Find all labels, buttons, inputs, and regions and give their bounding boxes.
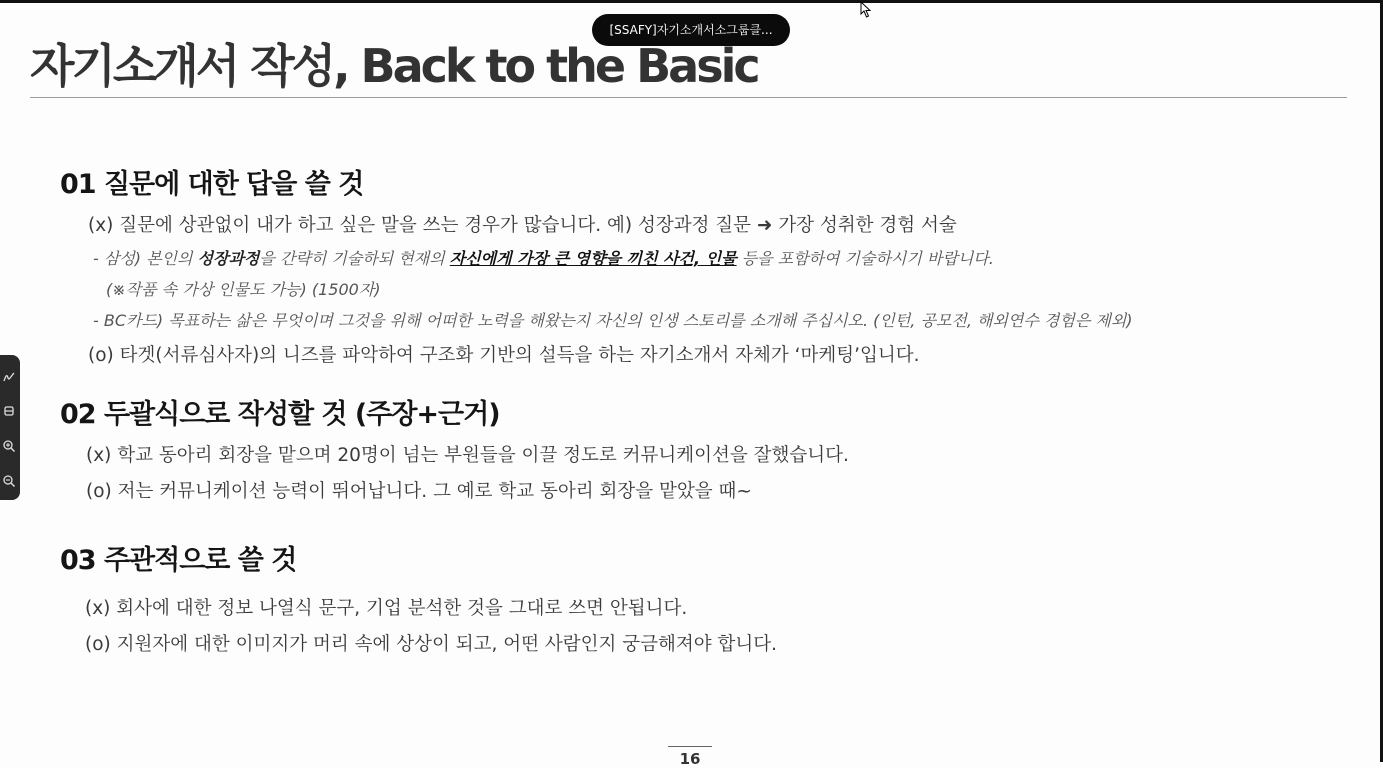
section-01-bad-example: (x) 질문에 상관없이 내가 하고 싶은 말을 쓰는 경우가 많습니다. 예) 성장과정 질문 ➜ 가장 성취한 경험 서술 xyxy=(88,215,957,236)
section-02-bad-example: (x) 학교 동아리 회장을 맡으며 20명이 넘는 부원들을 이끌 정도로 커뮤니케이션을 잘했습니다. xyxy=(86,445,849,466)
eraser-icon[interactable] xyxy=(2,404,16,418)
bc-card-question: - BC카드) 목표하는 삶은 무엇이며 그것을 위해 어떠한 노력을 해왔는지 자신의 인생 스토리를 소개해 주십시오. (인턴, 공모전, 해외연수 경험은 제외) xyxy=(93,311,1133,330)
window-top-border xyxy=(0,0,1383,3)
samsung-question-suffix: 등을 포함하여 기술하시기 바랍니다. xyxy=(736,249,994,268)
page-number: 16 xyxy=(679,750,701,768)
zoom-out-icon[interactable] xyxy=(2,474,16,488)
samsung-question-underline: 자신에게 가장 큰 영향을 끼친 사건, 인물 xyxy=(449,249,737,268)
section-03-bad-example: (x) 회사에 대한 정보 나열식 문구, 기업 분석한 것을 그대로 쓰면 안됩니다. xyxy=(85,598,688,619)
annotation-toolbar xyxy=(0,355,20,500)
title-divider xyxy=(30,97,1347,98)
section-01-good-example: (o) 타겟(서류심사자)의 니즈를 파악하여 구조화 기반의 설득을 하는 자기소개서 자체가 ‘마케팅’입니다. xyxy=(88,345,920,366)
section-heading-02: 02 두괄식으로 작성할 것 (주장+근거) xyxy=(60,399,500,430)
samsung-question-note: (※작품 속 가상 인물도 가능) (1500자) xyxy=(106,280,381,299)
shared-window-tab[interactable]: [SSAFY]자기소개서소그룹클... xyxy=(592,14,790,46)
samsung-question xyxy=(93,246,994,269)
section-heading-01: 01 질문에 대한 답을 쓸 것 xyxy=(60,169,364,200)
samsung-question-prefix: - 삼성) 본인의 xyxy=(93,249,198,268)
mouse-cursor-icon xyxy=(860,1,874,19)
section-heading-03: 03 주관적으로 쓸 것 xyxy=(60,545,297,576)
zoom-in-icon[interactable] xyxy=(2,439,16,453)
section-02-good-example: (o) 저는 커뮤니케이션 능력이 뛰어납니다. 그 예로 학교 동아리 회장을 맡았을 때~ xyxy=(86,481,752,502)
page-number-rule xyxy=(668,746,712,747)
samsung-question-middle: 을 간략히 기술하되 현재의 xyxy=(259,249,450,268)
slide-title: 자기소개서 작성, Back to the Basic xyxy=(30,39,758,93)
samsung-question-bold: 성장과정 xyxy=(197,249,260,268)
section-03-good-example: (o) 지원자에 대한 이미지가 머리 속에 상상이 되고, 어떤 사람인지 궁금해져야 합니다. xyxy=(85,634,777,655)
pen-icon[interactable] xyxy=(2,370,16,384)
